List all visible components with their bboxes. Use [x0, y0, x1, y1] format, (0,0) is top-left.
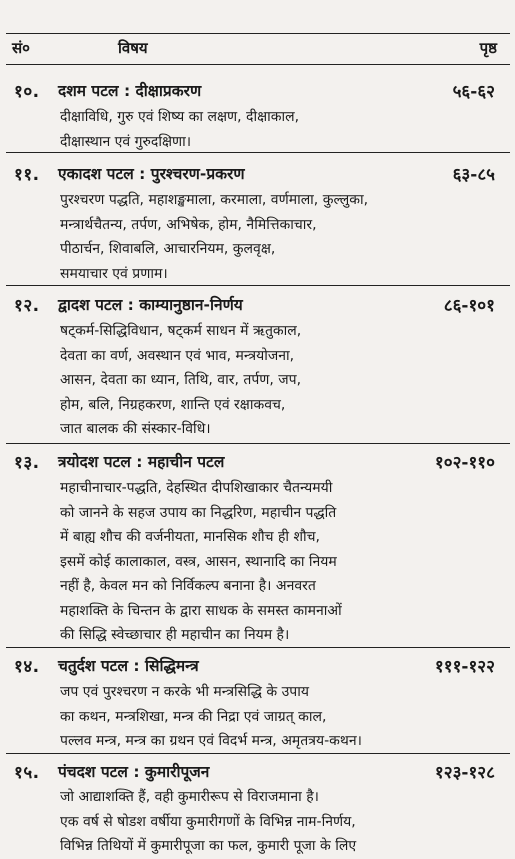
entry-divider [6, 443, 510, 444]
description-line: जप एवं पुरश्चरण न करके भी मन्त्रसिद्धि के उपाय [60, 684, 309, 700]
description-line: पीठार्चन, शिवाबलि, आचारनियम, कुलवृक्ष, [60, 241, 276, 257]
description-line: दीक्षास्थान एवं गुरुदक्षिणा। [60, 133, 192, 150]
header-rule [6, 64, 510, 65]
entry-number: १०. [14, 82, 40, 102]
description-line: होम, बलि, निग्रहकरण, शान्ति एवं रक्षाकवच, [60, 396, 286, 413]
entry-description [60, 188, 510, 286]
entry-number: १४. [14, 657, 40, 677]
entry-divider [6, 753, 510, 754]
entry-description [60, 476, 510, 648]
entry-title: त्रयोदश पटल : महाचीन पटल [58, 453, 225, 471]
description-line: देवता का वर्ण, अवस्थान एवं भाव, मन्त्रयोजना, [60, 347, 295, 364]
entry-number: १२. [14, 296, 40, 316]
description-line: आसन, देवता का ध्यान, तिथि, वार, तर्पण, जप, [60, 372, 302, 388]
entry-description [60, 319, 510, 442]
description-line: एक वर्ष से षोडश वर्षीया कुमारीगणों के विभिन्न नाम-निर्णय, [60, 813, 356, 830]
description-line: जो आद्याशक्ति हैं, वही कुमारीरूप से विराजमाना है। [60, 789, 319, 805]
description-line: में बाह्य शौच की वर्जनीयता, मानसिक शौच ही शौच, [60, 529, 320, 545]
description-line: पुरश्चरण पद्धति, महाशङ्खमाला, करमाला, वर्णमाला, कुल्लुका, [60, 192, 369, 208]
description-line: समयाचार एवं प्रणाम। [60, 265, 168, 282]
header-number: सं० [12, 39, 30, 57]
description-line: पल्लव मन्त्र, मन्त्र का ग्रथन एवं विदर्भ मन्त्र, अमृतत्रय-कथन। [60, 733, 362, 749]
entry-description [60, 785, 510, 859]
entry-number: १५. [14, 763, 40, 783]
entry-pages: १०२-११० [434, 453, 495, 473]
entry-number: ११. [14, 165, 40, 185]
entry-description [60, 105, 510, 154]
entry-title: पंचदश पटल : कुमारीपूजन [58, 763, 210, 781]
entry-description [60, 680, 510, 754]
entry-pages: १२३-१२८ [434, 763, 495, 783]
entry-pages: ८६-१०१ [443, 296, 495, 316]
table-header [0, 38, 515, 60]
description-line: की सिद्धि स्वेच्छाचार ही महाचीन का नियम है। [60, 627, 290, 643]
entry-title: दशम पटल : दीक्षाप्रकरण [58, 82, 202, 100]
description-line: महाशक्ति के चिन्तन के द्वारा साधक के समस्त कामनाओं [60, 602, 342, 619]
entry-pages: ५६-६२ [452, 82, 495, 102]
top-rule [6, 33, 510, 34]
description-line: को जानने के सहज उपाय का निद्धरिण, महाचीन पद्धति [60, 504, 337, 521]
description-line: जात बालक की संस्कार-विधि। [60, 421, 211, 437]
entry-title: एकादश पटल : पुरश्चरण-प्रकरण [58, 165, 245, 183]
entry-divider [6, 152, 510, 153]
entry-title: चतुर्दश पटल : सिद्धिमन्त्र [58, 657, 199, 675]
header-subject: विषय [118, 39, 148, 57]
description-line: नहीं है, केवल मन को निर्विकल्प बनाना है। अनवरत [60, 578, 316, 594]
description-line: विभिन्न तिथियों में कुमारीपूजा का फल, कुमारी पूजा के लिए [60, 838, 357, 854]
entry-pages: ६३-८५ [452, 165, 495, 185]
description-line: का कथन, मन्त्रशिखा, मन्त्र की निद्रा एवं जाग्रत् काल, [60, 708, 327, 725]
header-page: पृष्ठ [479, 39, 497, 57]
description-line: मन्त्रार्थचैतन्य, तर्पण, अभिषेक, होम, नैमित्तिकाचार, [60, 216, 317, 233]
entry-number: १३. [14, 453, 40, 473]
entry-title: द्वादश पटल : काम्यानुष्ठान-निर्णय [58, 296, 243, 314]
entry-divider [6, 647, 510, 648]
description-line: षट्कर्म-सिद्धिविधान, षट्कर्म साधन में ऋतुकाल, [60, 323, 302, 339]
description-line: महाचीनाचार-पद्धति, देहस्थित दीपशिखाकार चैतन्यमयी [60, 480, 333, 496]
entry-divider [6, 285, 510, 286]
entry-pages: १११-१२२ [434, 657, 495, 677]
description-line: दीक्षाविधि, गुरु एवं शिष्य का लक्षण, दीक्षाकाल, [60, 109, 300, 125]
description-line: इसमें कोई कालाकाल, वस्त्र, आसन, स्थानादि का नियम [60, 553, 337, 570]
